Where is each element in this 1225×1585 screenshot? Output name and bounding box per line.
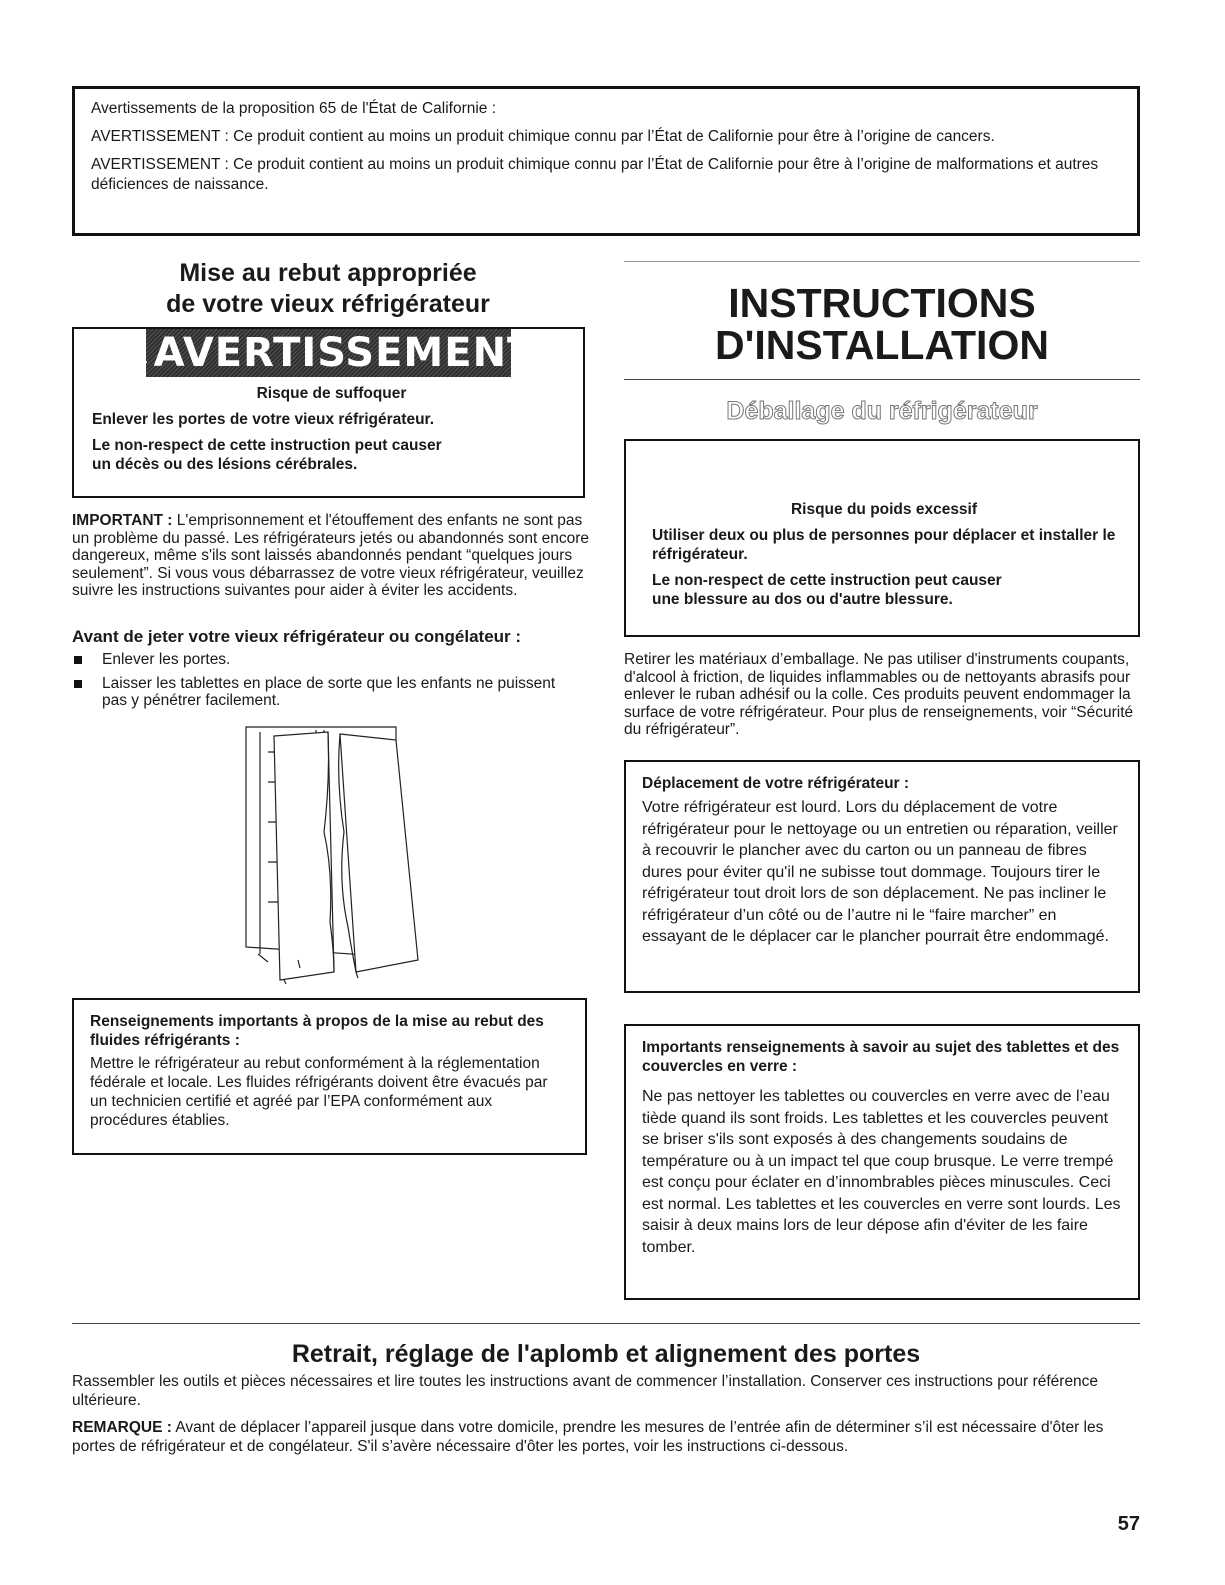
- warning-triangle-icon: ⚠: [121, 335, 150, 371]
- warning-triangle-icon: ⚠: [675, 449, 704, 485]
- warning-consequence-line2: une blessure au dos ou d'autre blessure.: [652, 591, 953, 608]
- warning-instruction: Enlever les portes de votre vieux réfrigérateur.: [92, 411, 435, 428]
- before-disposal-heading: Avant de jeter votre vieux réfrigérateur ou congélateur :: [72, 627, 522, 646]
- glass-shelves-box: [624, 1024, 1140, 1300]
- page-title-line1: INSTRUCTIONS: [728, 280, 1036, 326]
- suffocation-warning-box: [72, 327, 585, 498]
- warning-consequence-line1: Le non-respect de cette instruction peut causer: [652, 572, 1002, 589]
- disposal-heading-line1: Mise au rebut appropriée: [179, 259, 477, 287]
- prop65-warning-box: [72, 86, 1140, 236]
- important-text: L'emprisonnement et l'étouffement des enfants ne sont pas un problème du passé. Les réfrigérateurs jetés ou abandonnés sont encore dangereux, même s'ils sont laissés abandonnés pendant “quelques jours seulement”. Si vous vous débarrassez de votre vieux réfrigérateur, veuillez suivre les instructions suivantes pour aider à éviter les accidents.: [72, 512, 590, 599]
- door-removal-note: [72, 1418, 1144, 1456]
- refrigerant-box-text: Mettre le réfrigérateur au rebut conformément à la réglementation fédérale et locale. Les fluides réfrigérants doivent être évacués par un technicien certifié et agréé par l’EPA conformément aux procédures établies.: [90, 1055, 548, 1129]
- section-rule: [72, 1323, 1140, 1324]
- warning-banner: [626, 441, 1138, 493]
- refrigerant-box-title: Renseignements importants à propos de la mise au rebut des fluides réfrigérants :: [90, 1013, 544, 1049]
- refrigerant-disposal-box: [72, 998, 587, 1155]
- moving-refrigerator-box: [624, 760, 1140, 993]
- glass-shelves-box-title: Importants renseignements à savoir au sujet des tablettes et des couvercles en verre :: [642, 1039, 1120, 1075]
- page-number: 57: [1117, 1513, 1140, 1535]
- moving-box-title: Déplacement de votre réfrigérateur :: [642, 775, 910, 792]
- page-title: [624, 282, 1140, 366]
- important-paragraph: [72, 512, 590, 600]
- top-rule: [624, 261, 1140, 262]
- page-title-line2: D'INSTALLATION: [715, 322, 1049, 368]
- warning-hazard: Risque du poids excessif: [790, 501, 978, 518]
- refrigerator-doors-removed-illustration: [238, 722, 423, 984]
- warning-consequence-line2: un décès ou des lésions cérébrales.: [92, 456, 358, 473]
- list-item: Laisser les tablettes en place de sorte que les enfants ne puissent pas y pénétrer facilement.: [72, 675, 572, 710]
- note-text: Avant de déplacer l’appareil jusque dans votre domicile, prendre les mesures de l’entrée afin de déterminer s’il est nécessaire d'ôter les portes de réfrigérateur et de congélateur. S'il s’avère nécessaire d'ôter les portes, voir les instructions ci-dessous.: [72, 1419, 1104, 1455]
- warning-banner-label: AVERTISSEMENT: [153, 330, 536, 376]
- warning-consequence-line1: Le non-respect de cette instruction peut causer: [92, 437, 442, 454]
- important-label: IMPORTANT :: [72, 512, 173, 529]
- glass-shelves-box-text: Ne pas nettoyer les tablettes ou couvercles en verre avec de l’eau tiède quand ils sont froids. Les tablettes et les couvercles peuvent se briser s'ils sont exposés à des changements soudains de température ou à un impact tel que coup brusque. Le verre trempé est conçu pour éclater en d’innombrables pièces minuscules. Ceci est normal. Les tablettes et les couvercles en verre sont lourds. Les saisir à deux mains lors de leur dépose afin d'éviter de les faire tomber.: [642, 1088, 1121, 1256]
- disposal-heading: [72, 258, 584, 320]
- unpacking-paragraph: Retirer les matériaux d’emballage. Ne pas utiliser d'instruments coupants, d'alcool à friction, de liquides inflammables ou de nettoyants abrasifs pour enlever le ruban adhésif ou la colle. Ces produits peuvent endommager la surface de votre réfrigérateur. Pour plus de renseignements, voir “Sécurité du réfrigérateur”.: [624, 651, 1134, 738]
- door-removal-intro: Rassembler les outils et pièces nécessaires et lire toutes les instructions avant de commencer l’installation. Conserver ces instructions pour référence ultérieure.: [72, 1373, 1099, 1409]
- warning-hazard: Risque de suffoquer: [256, 385, 407, 402]
- moving-box-text: Votre réfrigérateur est lourd. Lors du déplacement de votre réfrigérateur pour le nettoyage ou un entretien ou réparation, veiller à recouvrir le plancher avec du carton ou un panneau de fibres dures pour éviter qu'il ne subisse tout dommage. Toujours tirer le réfrigérateur tout droit lors de son déplacement. Ne pas incliner le réfrigérateur d’un côté ou de l’autre ni le “faire marcher” en essayant de le déplacer car le plancher pourrait être endommagé.: [642, 799, 1118, 945]
- prop65-title: Avertissements de la proposition 65 de l'État de Californie :: [91, 100, 497, 117]
- prop65-warning-birth-defects: AVERTISSEMENT : Ce produit contient au moins un produit chimique connu par l’État de Californie pour être à l’origine de malformations et autres déficiences de naissance.: [91, 156, 1099, 193]
- title-rule: [624, 379, 1140, 380]
- note-label: REMARQUE :: [72, 1419, 172, 1436]
- unpacking-heading: Déballage du réfrigérateur: [726, 397, 1038, 425]
- disposal-bullet-list: [72, 651, 572, 716]
- warning-banner-label: AVERTISSEMENT: [707, 444, 1089, 490]
- warning-banner: [121, 329, 536, 377]
- warning-instruction: Utiliser deux ou plus de personnes pour déplacer et installer le réfrigérateur.: [652, 527, 1116, 563]
- weight-warning-box: [624, 439, 1140, 637]
- prop65-warning-cancer: AVERTISSEMENT : Ce produit contient au moins un produit chimique connu par l’État de Californie pour être à l’origine de cancers.: [91, 128, 995, 145]
- list-item: Enlever les portes.: [72, 651, 572, 669]
- disposal-heading-line2: de votre vieux réfrigérateur: [166, 290, 490, 318]
- door-removal-heading: Retrait, réglage de l'aplomb et alignement des portes: [291, 1340, 921, 1368]
